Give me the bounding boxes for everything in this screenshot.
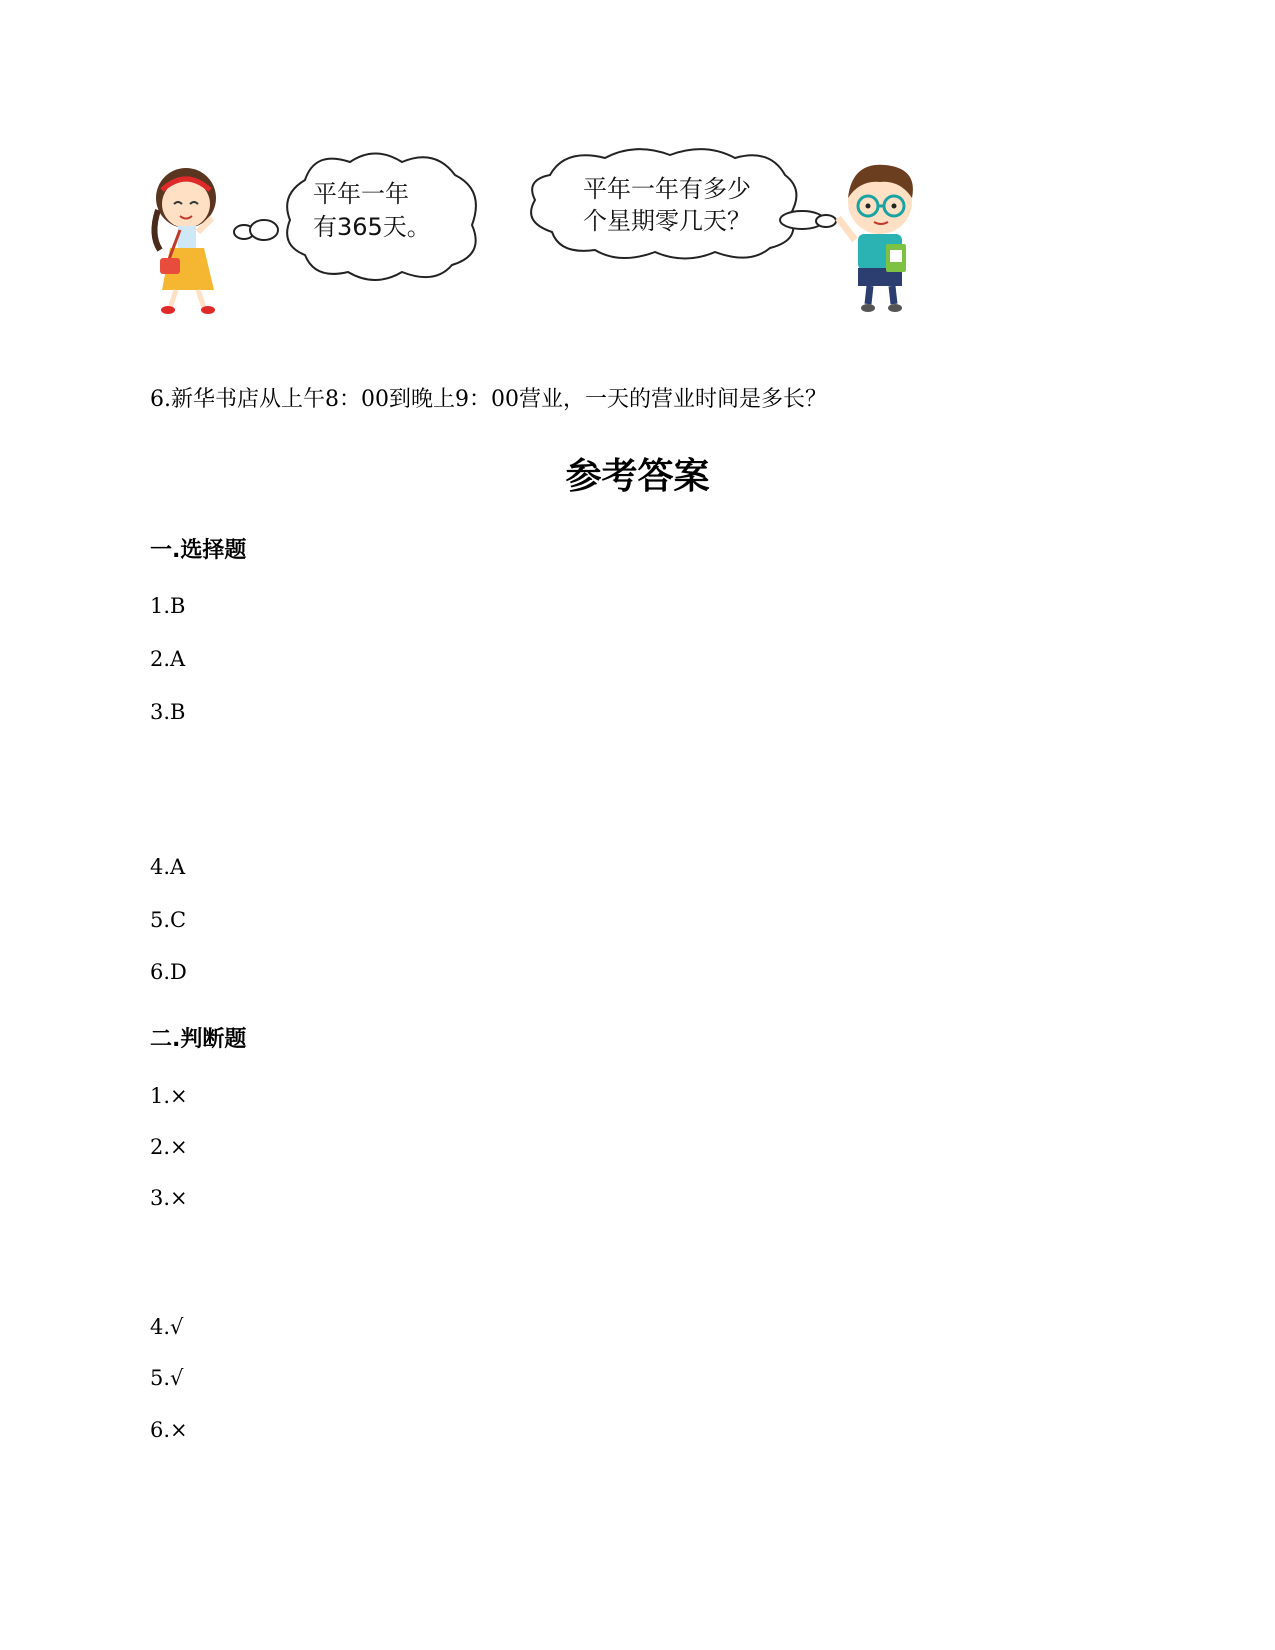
answers-title: 参考答案	[565, 456, 710, 497]
answer-item: 2.A	[150, 647, 186, 671]
answer-item: 1.×	[150, 1084, 188, 1108]
girl-bubble-line-1: 平年一年	[313, 180, 409, 208]
girl-bubble-line-2: 有365天。	[313, 213, 431, 241]
girl-figure	[154, 168, 216, 314]
answer-item: 6.D	[150, 960, 187, 984]
boy-bubble-line-1: 平年一年有多少	[583, 175, 751, 203]
answer-item: 6.×	[150, 1418, 188, 1442]
answer-item: 1.B	[150, 594, 186, 618]
answer-item: 5.√	[150, 1366, 184, 1390]
boy-bubble-line-2: 个星期零几天？	[583, 207, 751, 235]
dialogue-illustration	[140, 140, 980, 320]
section-heading-choice: 一.选择题	[150, 538, 247, 563]
answer-item: 2.×	[150, 1135, 188, 1159]
answer-item: 3.×	[150, 1186, 188, 1210]
boy-figure	[838, 165, 913, 312]
answer-item: 4.√	[150, 1315, 184, 1339]
answer-item: 4.A	[150, 855, 186, 879]
answer-item: 3.B	[150, 700, 186, 724]
section-heading-judgement: 二.判断题	[150, 1027, 247, 1052]
question-6: 6.新华书店从上午8：00到晚上9：00营业，一天的营业时间是多长？	[150, 387, 827, 412]
answer-item: 5.C	[150, 908, 187, 932]
